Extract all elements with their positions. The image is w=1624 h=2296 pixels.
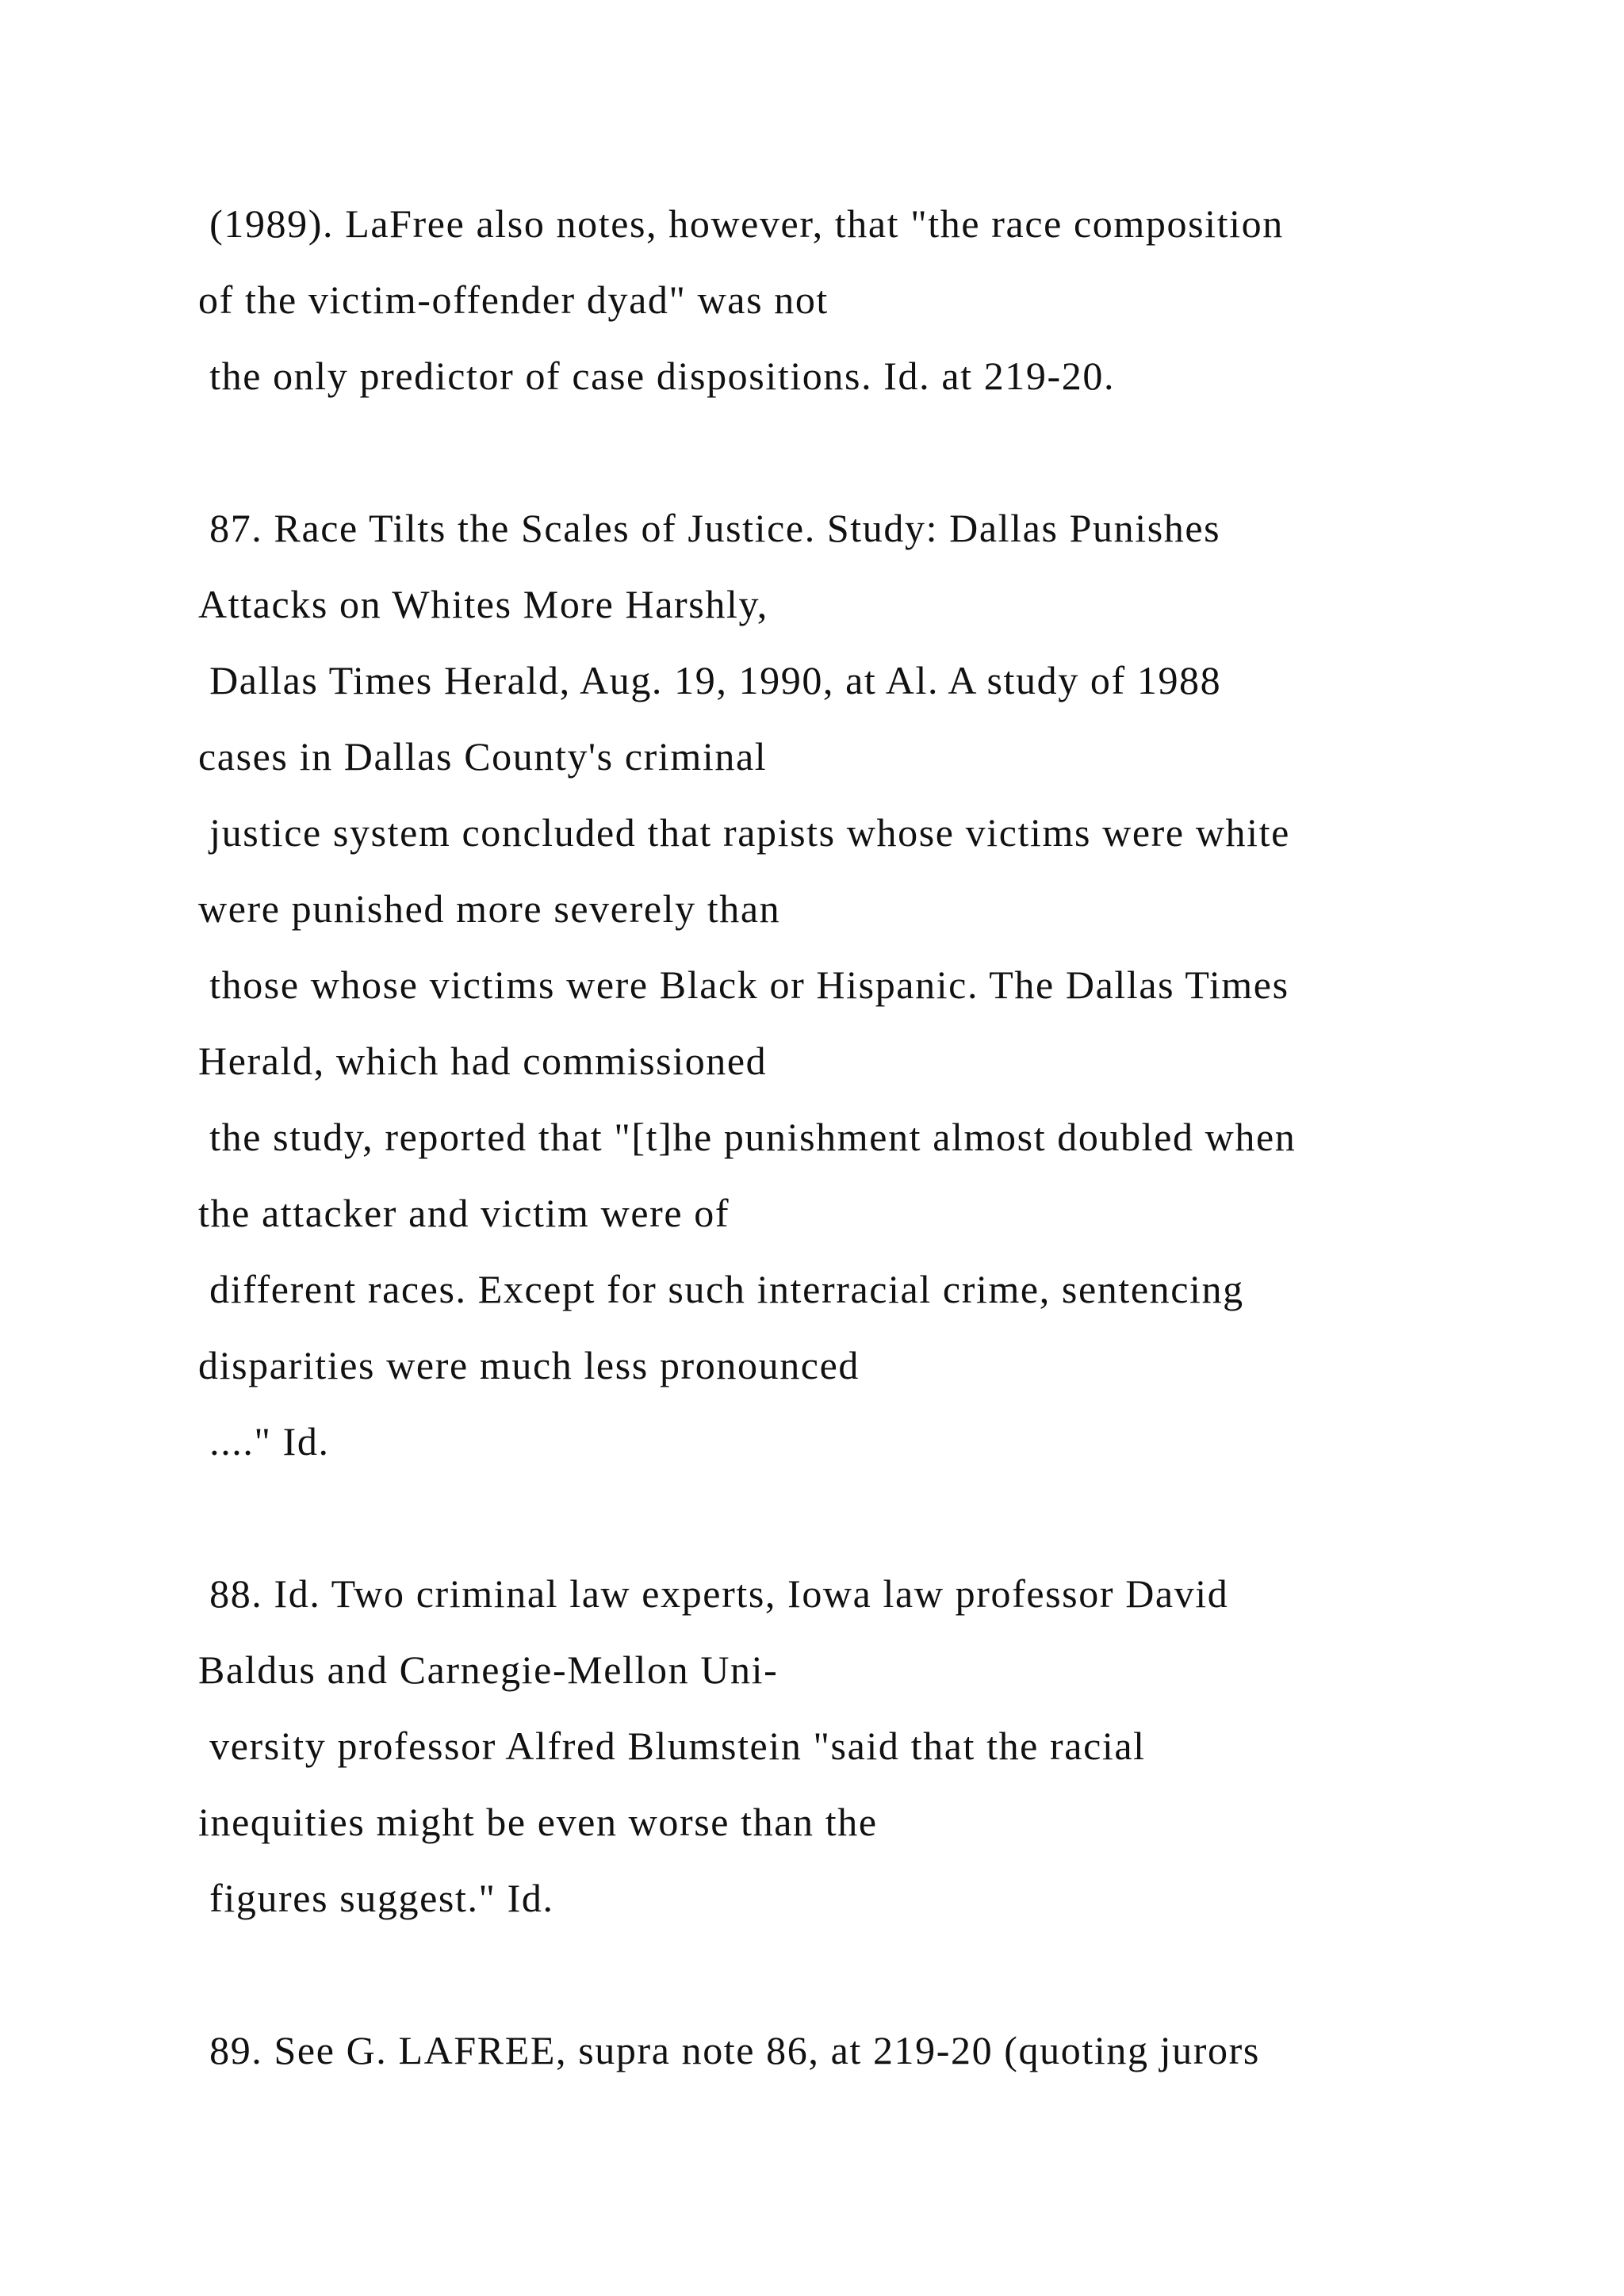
text-line: ...." Id. — [198, 1419, 330, 1464]
text-line: of the victim-offender dyad" was not — [198, 277, 829, 322]
text-line: different races. Except for such interracial crime, sentencing — [198, 1267, 1244, 1311]
text-line: cases in Dallas County's criminal — [198, 734, 768, 779]
text-line: justice system concluded that rapists whose victims were white — [198, 810, 1290, 855]
text-line: inequities might be even worse than the — [198, 1800, 878, 1844]
text-line: the study, reported that "[t]he punishment almost doubled when — [198, 1115, 1297, 1159]
text-line: the only predictor of case dispositions. Id. at 219-20. — [198, 354, 1116, 398]
text-line: figures suggest." Id. — [198, 1876, 554, 1920]
text-line: disparities were much less pronounced — [198, 1343, 860, 1387]
text-line: were punished more severely than — [198, 886, 781, 931]
text-line: Dallas Times Herald, Aug. 19, 1990, at Al. A study of 1988 — [198, 658, 1222, 702]
text-line: Attacks on Whites More Harshly, — [198, 582, 768, 626]
text-line: those whose victims were Black or Hispanic. The Dallas Times — [198, 962, 1289, 1007]
text-line: 89. See G. LAFREE, supra note 86, at 219-20 (quoting jurors — [198, 2028, 1260, 2072]
text-line: the attacker and victim were of — [198, 1191, 730, 1235]
text-line: versity professor Alfred Blumstein "said that the racial — [198, 1724, 1146, 1768]
text-line: (1989). LaFree also notes, however, that "the race composition — [198, 201, 1284, 246]
text-line: 88. Id. Two criminal law experts, Iowa law professor David — [198, 1571, 1229, 1616]
text-line: 87. Race Tilts the Scales of Justice. Study: Dallas Punishes — [198, 506, 1221, 550]
text-line: Baldus and Carnegie-Mellon Uni- — [198, 1647, 779, 1692]
text-line: Herald, which had commissioned — [198, 1039, 768, 1083]
